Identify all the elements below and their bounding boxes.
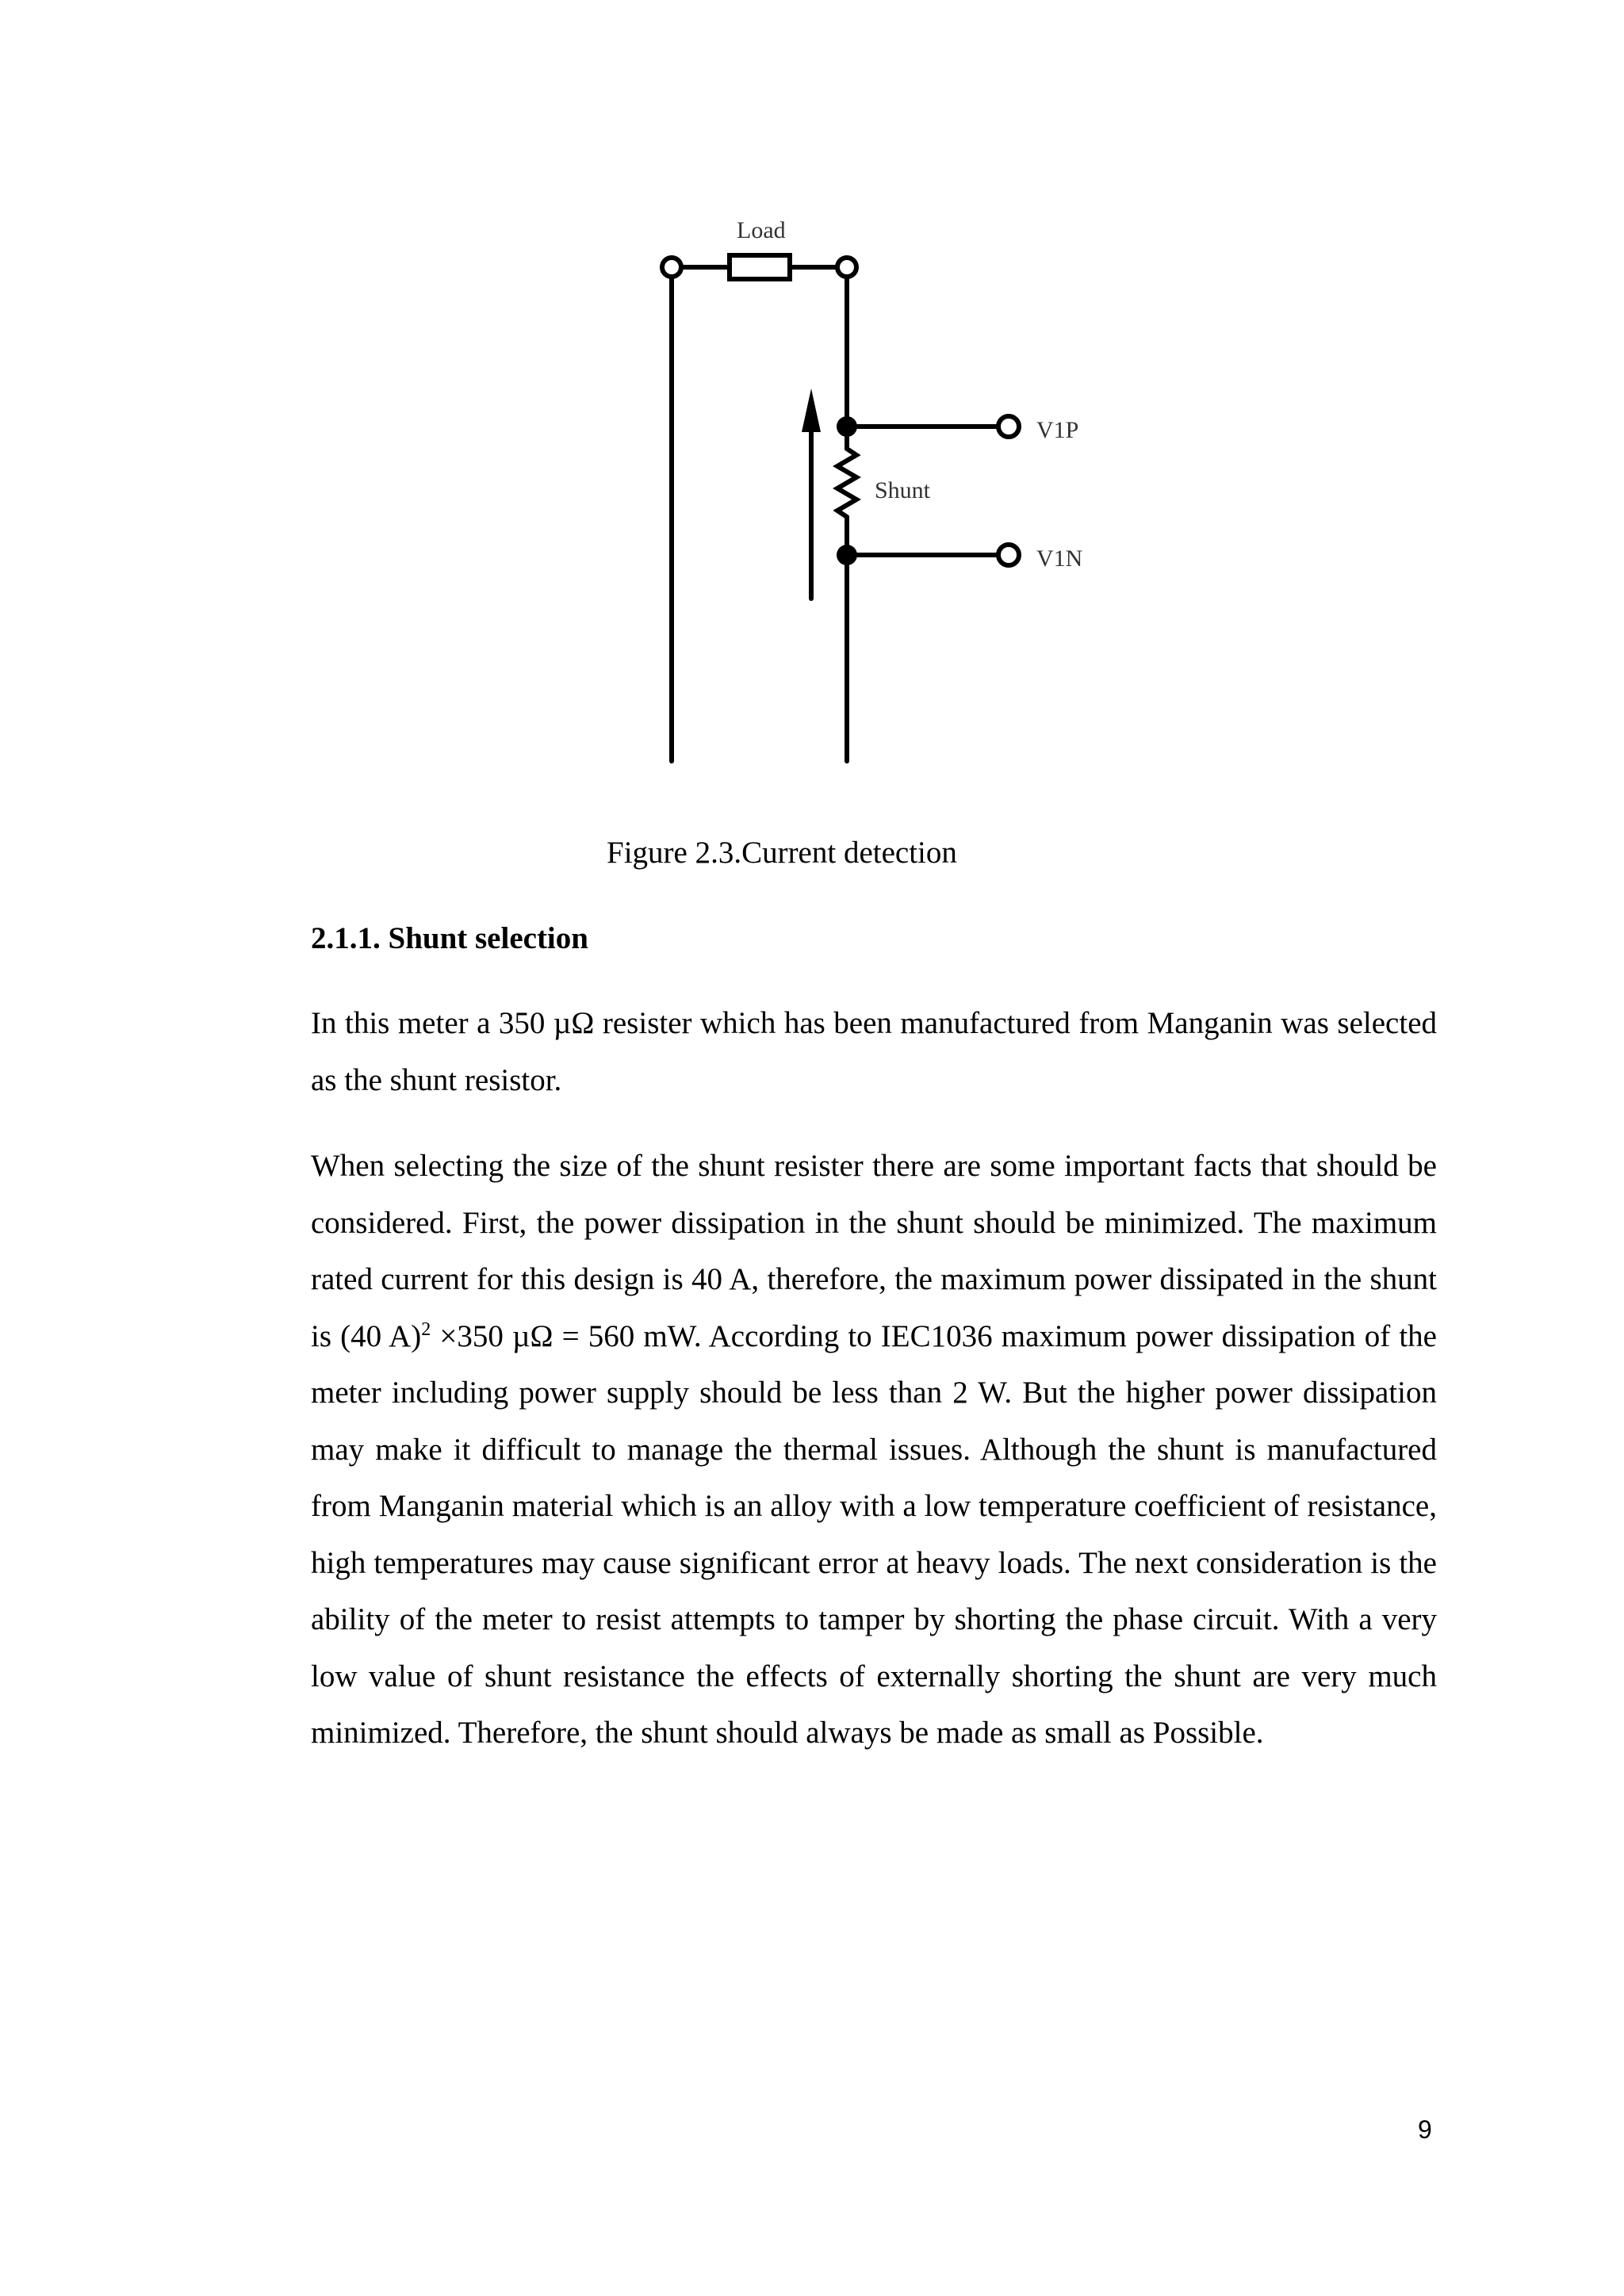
page-number: 9 [1418,2115,1432,2144]
section-heading: 2.1.1. Shunt selection [311,921,588,955]
paragraph-text-part: When selecting the size of the shunt resister there are some important facts that should be considered. First, the power dissipation in the shunt should be minimized. The maximum rated current for this design is 40 A, therefore, the maximum power dissipated in the shunt is (40 A) [311,1149,1437,1353]
junction-upper [837,416,857,437]
terminal-top-right [837,258,856,277]
load-resistor [730,255,790,279]
load-label: Load [737,217,786,243]
paragraph-shunt-choice: In this meter a 350 µΩ resister which has been manufactured from Manganin was selected as the shunt resistor. [311,1006,1437,1097]
figure-caption: Figure 2.3.Current detection [607,836,957,870]
v1p-label: V1P [1036,417,1079,443]
shunt-resistor-zigzag [837,449,856,517]
paragraph-shunt-sizing [311,1138,1437,1762]
superscript-exponent: 2 [421,1318,431,1340]
terminal-v1n [998,545,1019,565]
terminal-top-left [662,258,681,277]
terminal-v1p [998,416,1019,437]
v1n-label: V1N [1036,545,1083,572]
current-arrow-head [802,388,821,432]
junction-lower [837,545,857,565]
current-detection-diagram [0,0,1624,825]
shunt-label: Shunt [875,477,931,503]
paragraph-text-part: ×350 µΩ = 560 mW. According to IEC1036 maximum power dissipation of the meter including power supply should be less than 2 W. But the higher power dissipation may make it difficult to manage the thermal issues. Although the shunt is manufactured from Manganin material which is an alloy with a low temperature coefficient of resistance, high temperatures may cause significant error at heavy loads. The next consideration is the ability of the meter to resist attempts to tamper by shorting the phase circuit. With a very low value of shunt resistance the effects of externally shorting the shunt are very much minimized. Therefore, the shunt should always be made as small as Possible. [311,1318,1437,1750]
